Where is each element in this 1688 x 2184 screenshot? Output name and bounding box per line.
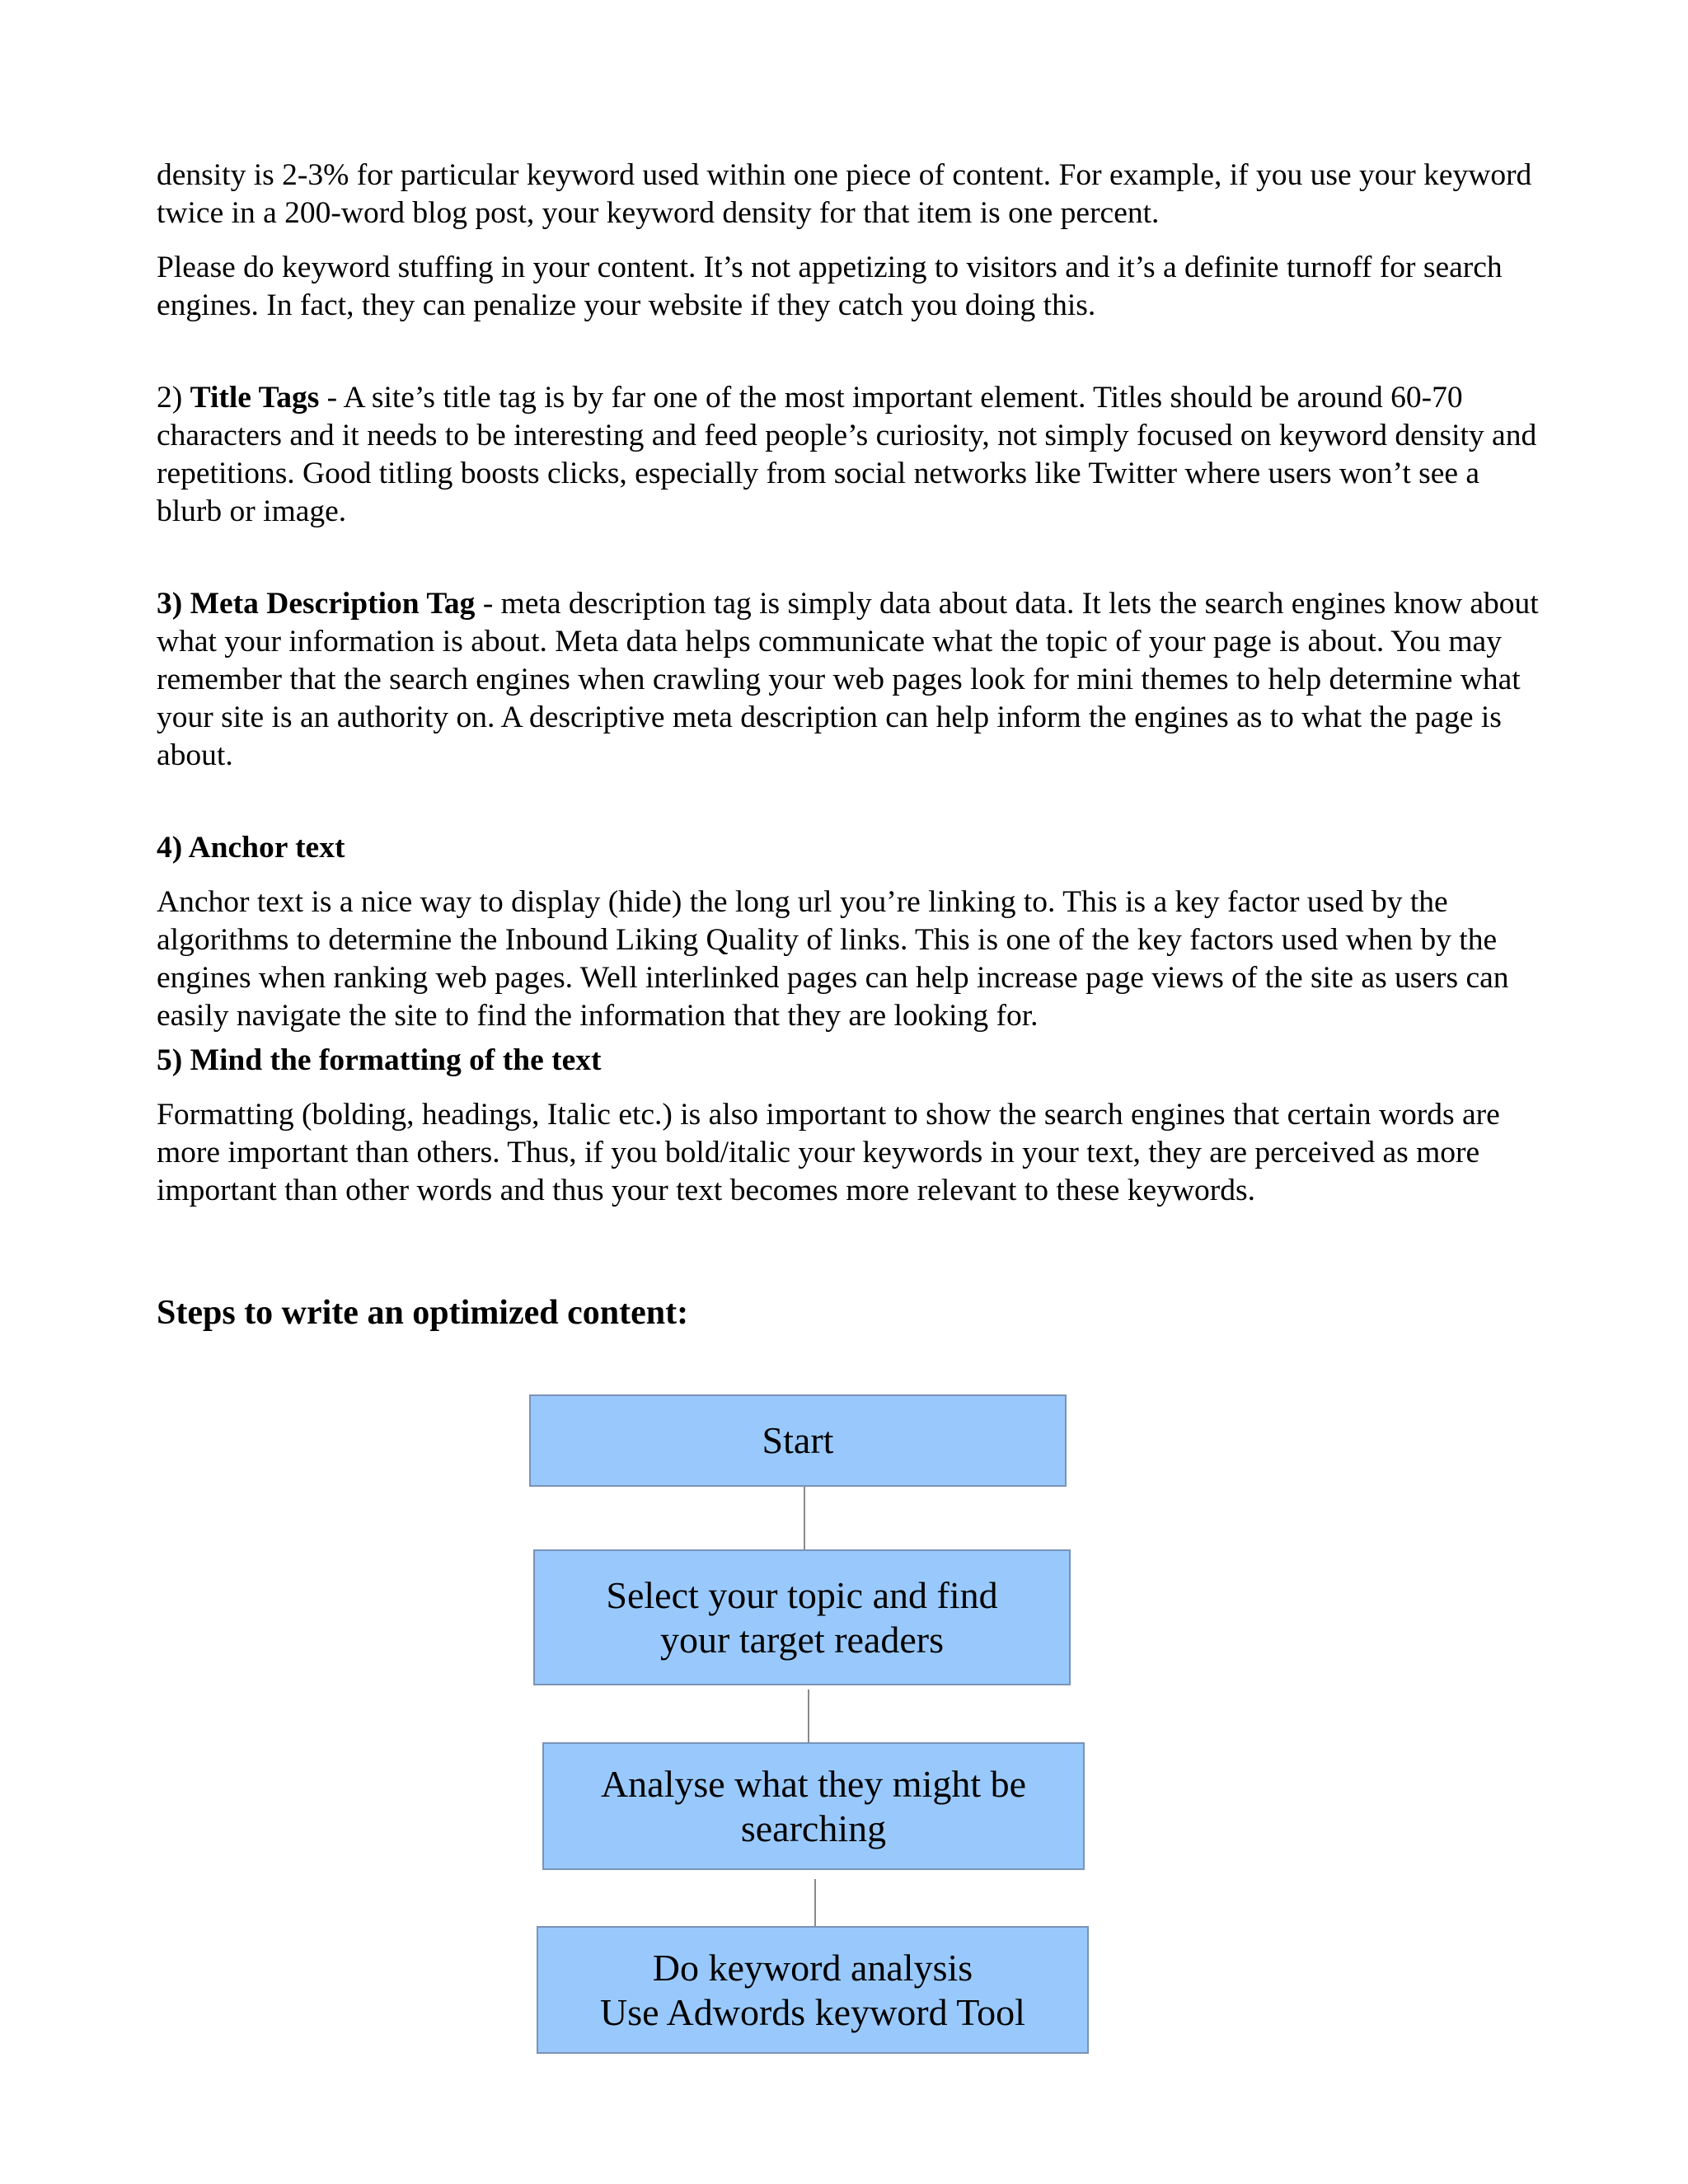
title-tags-text: - A site’s title tag is by far one of the most important element. Titles should be around 60-70 characters and it needs to be interesting and feed people’s curiosity, not simply focused on keyword density and repetitions. Good titling boosts clicks, especially from social networks like Twitter where users won’t see a blurb or image. xyxy=(157,381,1537,528)
steps-heading: Steps to write an optimized content: xyxy=(157,1294,689,1332)
formatting-heading xyxy=(157,1042,1541,1080)
flow-step-analyse-search: Analyse what they might be searching xyxy=(542,1742,1085,1870)
anchor-text-heading xyxy=(157,829,1541,867)
paragraph-keyword-density: density is 2-3% for particular keyword used within one piece of content. For example, if you use your keyword twice in a 200-word blog post, your keyword density for that item is one percent. xyxy=(157,158,1532,230)
connector-2 xyxy=(808,1690,809,1751)
paragraph-keyword-stuffing: Please do keyword stuffing in your content. It’s not appetizing to visitors and it’s a definite turnoff for search engines. In fact, they can penalize your website if they catch you doing this. xyxy=(157,251,1503,322)
meta-description-text: - meta description tag is simply data about data. It lets the search engines know about what your information is about. Meta data helps communicate what the topic of your page is about. You may remember that the search engines when crawling your web pages look for mini themes to help determine what your site is an authority on. A descriptive meta description can help inform the engines as to what the page is about. xyxy=(157,587,1539,772)
paragraph-meta-description xyxy=(157,585,1541,775)
connector-1 xyxy=(804,1483,805,1558)
paragraph-anchor-text: Anchor text is a nice way to display (hide) the long url you’re linking to. This is a key factor used by the algorithms to determine the Inbound Liking Quality of links. This is one of the key factors used when by the engines when ranking web pages. Well interlinked pages can help increase page views of the site as users can easily navigate the site to find the information that they are looking for. xyxy=(157,885,1509,1033)
anchor-text-heading-label: 4) Anchor text xyxy=(157,831,345,865)
connector-3 xyxy=(814,1879,816,1937)
title-tags-label: Title Tags xyxy=(190,381,320,415)
formatting-heading-label: 5) Mind the formatting of the text xyxy=(157,1043,602,1077)
meta-description-label: 3) Meta Description Tag xyxy=(157,587,476,621)
paragraph-title-tags xyxy=(157,379,1541,531)
document-body xyxy=(157,157,1541,1333)
paragraph-formatting: Formatting (bolding, headings, Italic etc.) is also important to show the search engines that certain words are more important than others. Thus, if you bold/italic your keywords in your text, they are perceived as more important than other words and thus your text becomes more relevant to these keywords. xyxy=(157,1098,1500,1207)
title-tags-number: 2) xyxy=(157,381,190,415)
flow-step-start: Start xyxy=(529,1394,1067,1487)
flow-step-select-topic: Select your topic and find your target readers xyxy=(533,1549,1071,1685)
flow-step-keyword-analysis: Do keyword analysis Use Adwords keyword Tool xyxy=(537,1926,1089,2054)
